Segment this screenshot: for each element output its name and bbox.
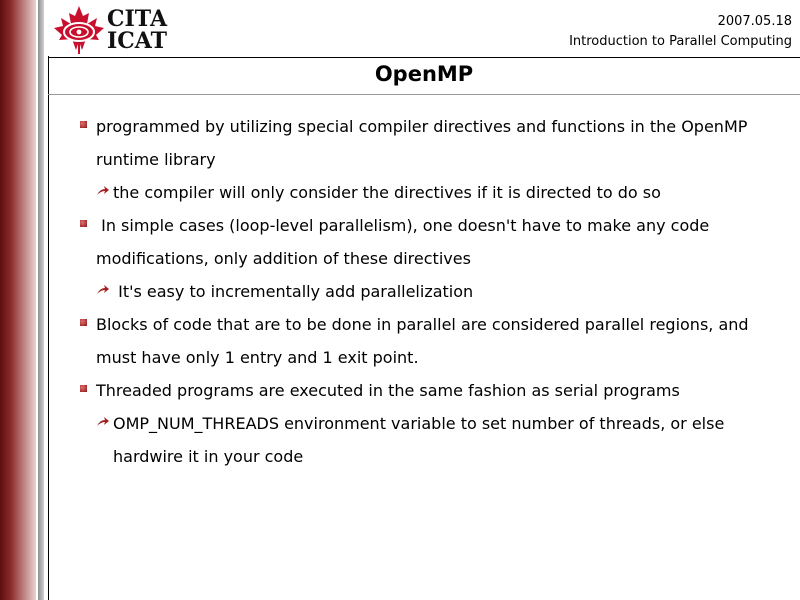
arrow-bullet-icon — [96, 416, 110, 428]
square-bullet-icon — [80, 319, 87, 326]
header-divider — [48, 57, 800, 58]
header-date: 2007.05.18 — [717, 14, 792, 29]
square-bullet-icon — [80, 220, 87, 227]
cita-logo — [52, 4, 182, 56]
content-left-border — [48, 56, 49, 600]
bullet-item — [78, 209, 778, 275]
left-decorative-bar — [0, 0, 36, 600]
bullet-text: the compiler will only consider the directives if it is directed to do so — [113, 183, 661, 202]
bullet-text: programmed by utilizing special compiler directives and functions in the OpenMP runtime library — [96, 117, 753, 169]
title-divider — [48, 94, 800, 95]
square-bullet-icon — [80, 121, 87, 128]
sub-bullet-item — [96, 407, 778, 473]
bullet-text: Blocks of code that are to be done in parallel are considered parallel regions, and must have only 1 entry and 1 exit point. — [96, 315, 754, 367]
logo-text-icat: ICAT — [107, 28, 168, 54]
left-decorative-stripe — [38, 0, 44, 600]
bullet-text: It's easy to incrementally add parallelization — [113, 282, 474, 301]
header-info — [569, 12, 792, 52]
slide-content — [78, 110, 778, 473]
logo-text-cita: CITA — [107, 6, 168, 32]
square-bullet-icon — [80, 385, 87, 392]
bullet-text: OMP_NUM_THREADS environment variable to set number of threads, or else hardwire it in your code — [113, 414, 730, 466]
arrow-bullet-icon — [96, 185, 110, 197]
header-course: Introduction to Parallel Computing — [569, 34, 792, 49]
bullet-text: In simple cases (loop-level parallelism), one doesn't have to make any code modifications, only addition of these directives — [96, 216, 715, 268]
sub-bullet-item — [96, 275, 778, 308]
bullet-item — [78, 308, 778, 374]
arrow-bullet-icon — [96, 284, 110, 296]
slide-title: OpenMP — [374, 62, 474, 86]
sub-bullet-item — [96, 176, 778, 209]
maple-leaf-spiral-icon — [52, 4, 106, 56]
bullet-item — [78, 374, 778, 407]
bullet-item — [78, 110, 778, 176]
bullet-text: Threaded programs are executed in the same fashion as serial programs — [96, 381, 680, 400]
